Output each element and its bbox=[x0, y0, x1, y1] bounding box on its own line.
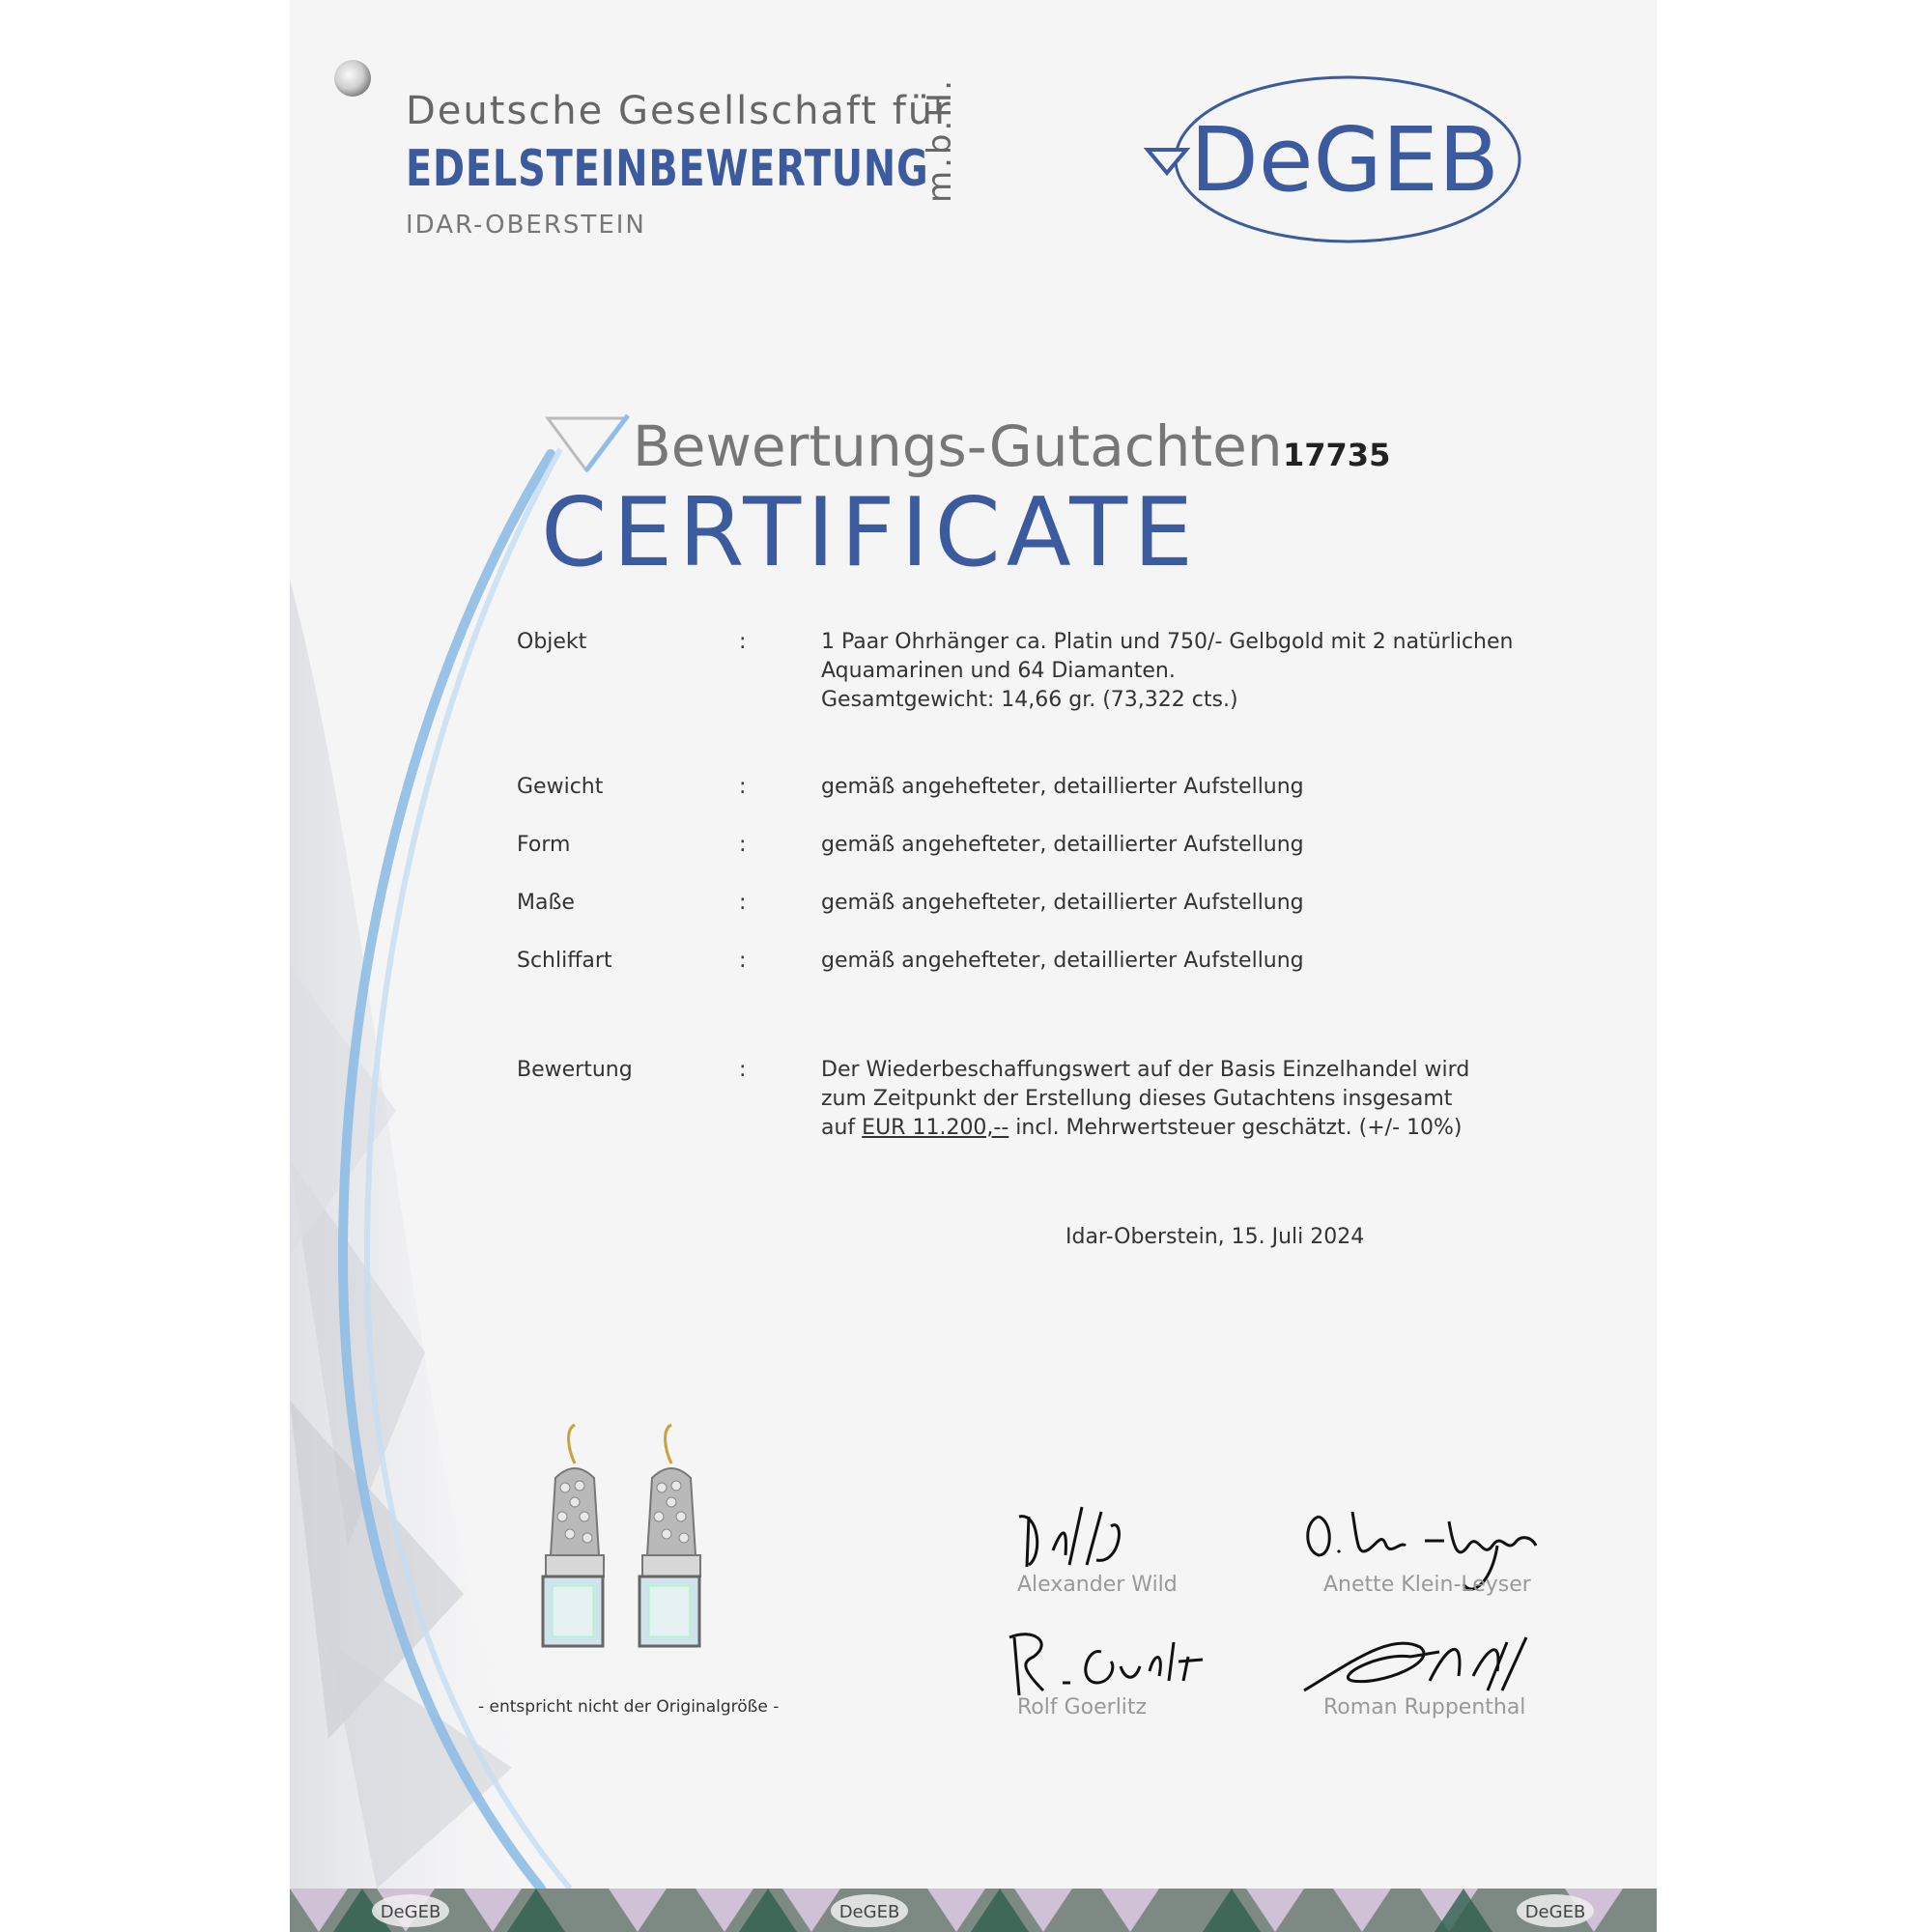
objekt-line1: 1 Paar Ohrhänger ca. Platin und 750/- Gelbgold mit 2 natürlichen bbox=[821, 630, 1514, 654]
svg-text:DeGEB: DeGEB bbox=[1524, 1902, 1586, 1922]
field-value-bewertung bbox=[821, 1056, 1517, 1143]
objekt-line3: Gesamtgewicht: 14,66 gr. (73,322 cts.) bbox=[821, 688, 1238, 712]
diamond-outline-icon bbox=[543, 411, 635, 478]
org-name-line2: EDELSTEINBEWERTUNG bbox=[406, 140, 929, 198]
earring-left bbox=[543, 1425, 604, 1646]
org-city: IDAR-OBERSTEIN bbox=[406, 211, 646, 240]
title-german: Bewertungs-Gutachten bbox=[633, 413, 1283, 479]
signature-alexander-wild bbox=[1009, 1497, 1183, 1584]
earring-right bbox=[639, 1425, 700, 1646]
certificate-paper bbox=[290, 0, 1657, 1932]
org-suffix-wrapper bbox=[921, 76, 1037, 242]
place-date: Idar-Oberstein, 15. Juli 2024 bbox=[1065, 1225, 1365, 1249]
objekt-line2: Aquamarinen und 64 Diamanten. bbox=[821, 659, 1176, 683]
signatory-name: Roman Ruppenthal bbox=[1323, 1695, 1526, 1719]
field-label-bewertung: Bewertung bbox=[517, 1058, 633, 1082]
org-name-line1: Deutsche Gesellschaft für bbox=[406, 89, 952, 133]
title-english: CERTIFICATE bbox=[541, 478, 1199, 588]
appraised-amount: EUR 11.200,-- bbox=[862, 1116, 1009, 1140]
field-value-objekt bbox=[821, 628, 1517, 715]
field-value-schliffart: gemäß angehefteter, detaillierter Aufstellung bbox=[821, 949, 1304, 973]
signatory-name: Rolf Goerlitz bbox=[1017, 1695, 1148, 1719]
earrings-photo bbox=[531, 1420, 744, 1681]
strip-logo-left bbox=[372, 1894, 449, 1927]
strip-logo-center bbox=[831, 1894, 908, 1927]
field-colon: : bbox=[739, 949, 747, 973]
field-value-form: gemäß angehefteter, detaillierter Aufstellung bbox=[821, 833, 1304, 857]
bewertung-line3-pre: auf bbox=[821, 1116, 863, 1140]
field-label-gewicht: Gewicht bbox=[517, 775, 604, 799]
field-label-form: Form bbox=[517, 833, 571, 857]
signatory-name: Alexander Wild bbox=[1017, 1573, 1178, 1597]
field-colon: : bbox=[739, 775, 747, 799]
field-label-schliffart: Schliffart bbox=[517, 949, 612, 973]
signatory-name: Anette Klein-Leyser bbox=[1323, 1573, 1531, 1597]
field-value-gewicht: gemäß angehefteter, detaillierter Aufstellung bbox=[821, 775, 1304, 799]
strip-logo-right bbox=[1517, 1894, 1594, 1927]
field-colon: : bbox=[739, 891, 747, 915]
security-strip bbox=[290, 1889, 1657, 1932]
field-value-masse: gemäß angehefteter, detaillierter Aufstellung bbox=[821, 891, 1304, 915]
org-suffix: m.b.H. bbox=[921, 76, 959, 203]
bewertung-line3 bbox=[821, 1114, 1517, 1143]
svg-text:DeGEB: DeGEB bbox=[380, 1902, 441, 1922]
field-colon: : bbox=[739, 1058, 747, 1082]
certificate-number: 17735 bbox=[1283, 437, 1391, 473]
logo-text: DeGEB bbox=[1190, 108, 1499, 212]
field-colon: : bbox=[739, 833, 747, 857]
field-label-objekt: Objekt bbox=[517, 630, 587, 654]
bewertung-line3-post: incl. Mehrwertsteuer geschätzt. (+/- 10%) bbox=[1009, 1116, 1463, 1140]
bewertung-line2: zum Zeitpunkt der Erstellung dieses Gutachtens insgesamt bbox=[821, 1087, 1453, 1111]
degeb-logo bbox=[1140, 72, 1526, 246]
punch-hole bbox=[334, 60, 371, 97]
svg-text:DeGEB: DeGEB bbox=[838, 1902, 900, 1922]
image-caption: - entspricht nicht der Originalgröße - bbox=[478, 1697, 780, 1717]
diamond-icon bbox=[1148, 150, 1186, 173]
bewertung-line1: Der Wiederbeschaffungswert auf der Basis Einzelhandel wird bbox=[821, 1058, 1470, 1082]
field-label-masse: Maße bbox=[517, 891, 575, 915]
field-colon: : bbox=[739, 630, 747, 654]
